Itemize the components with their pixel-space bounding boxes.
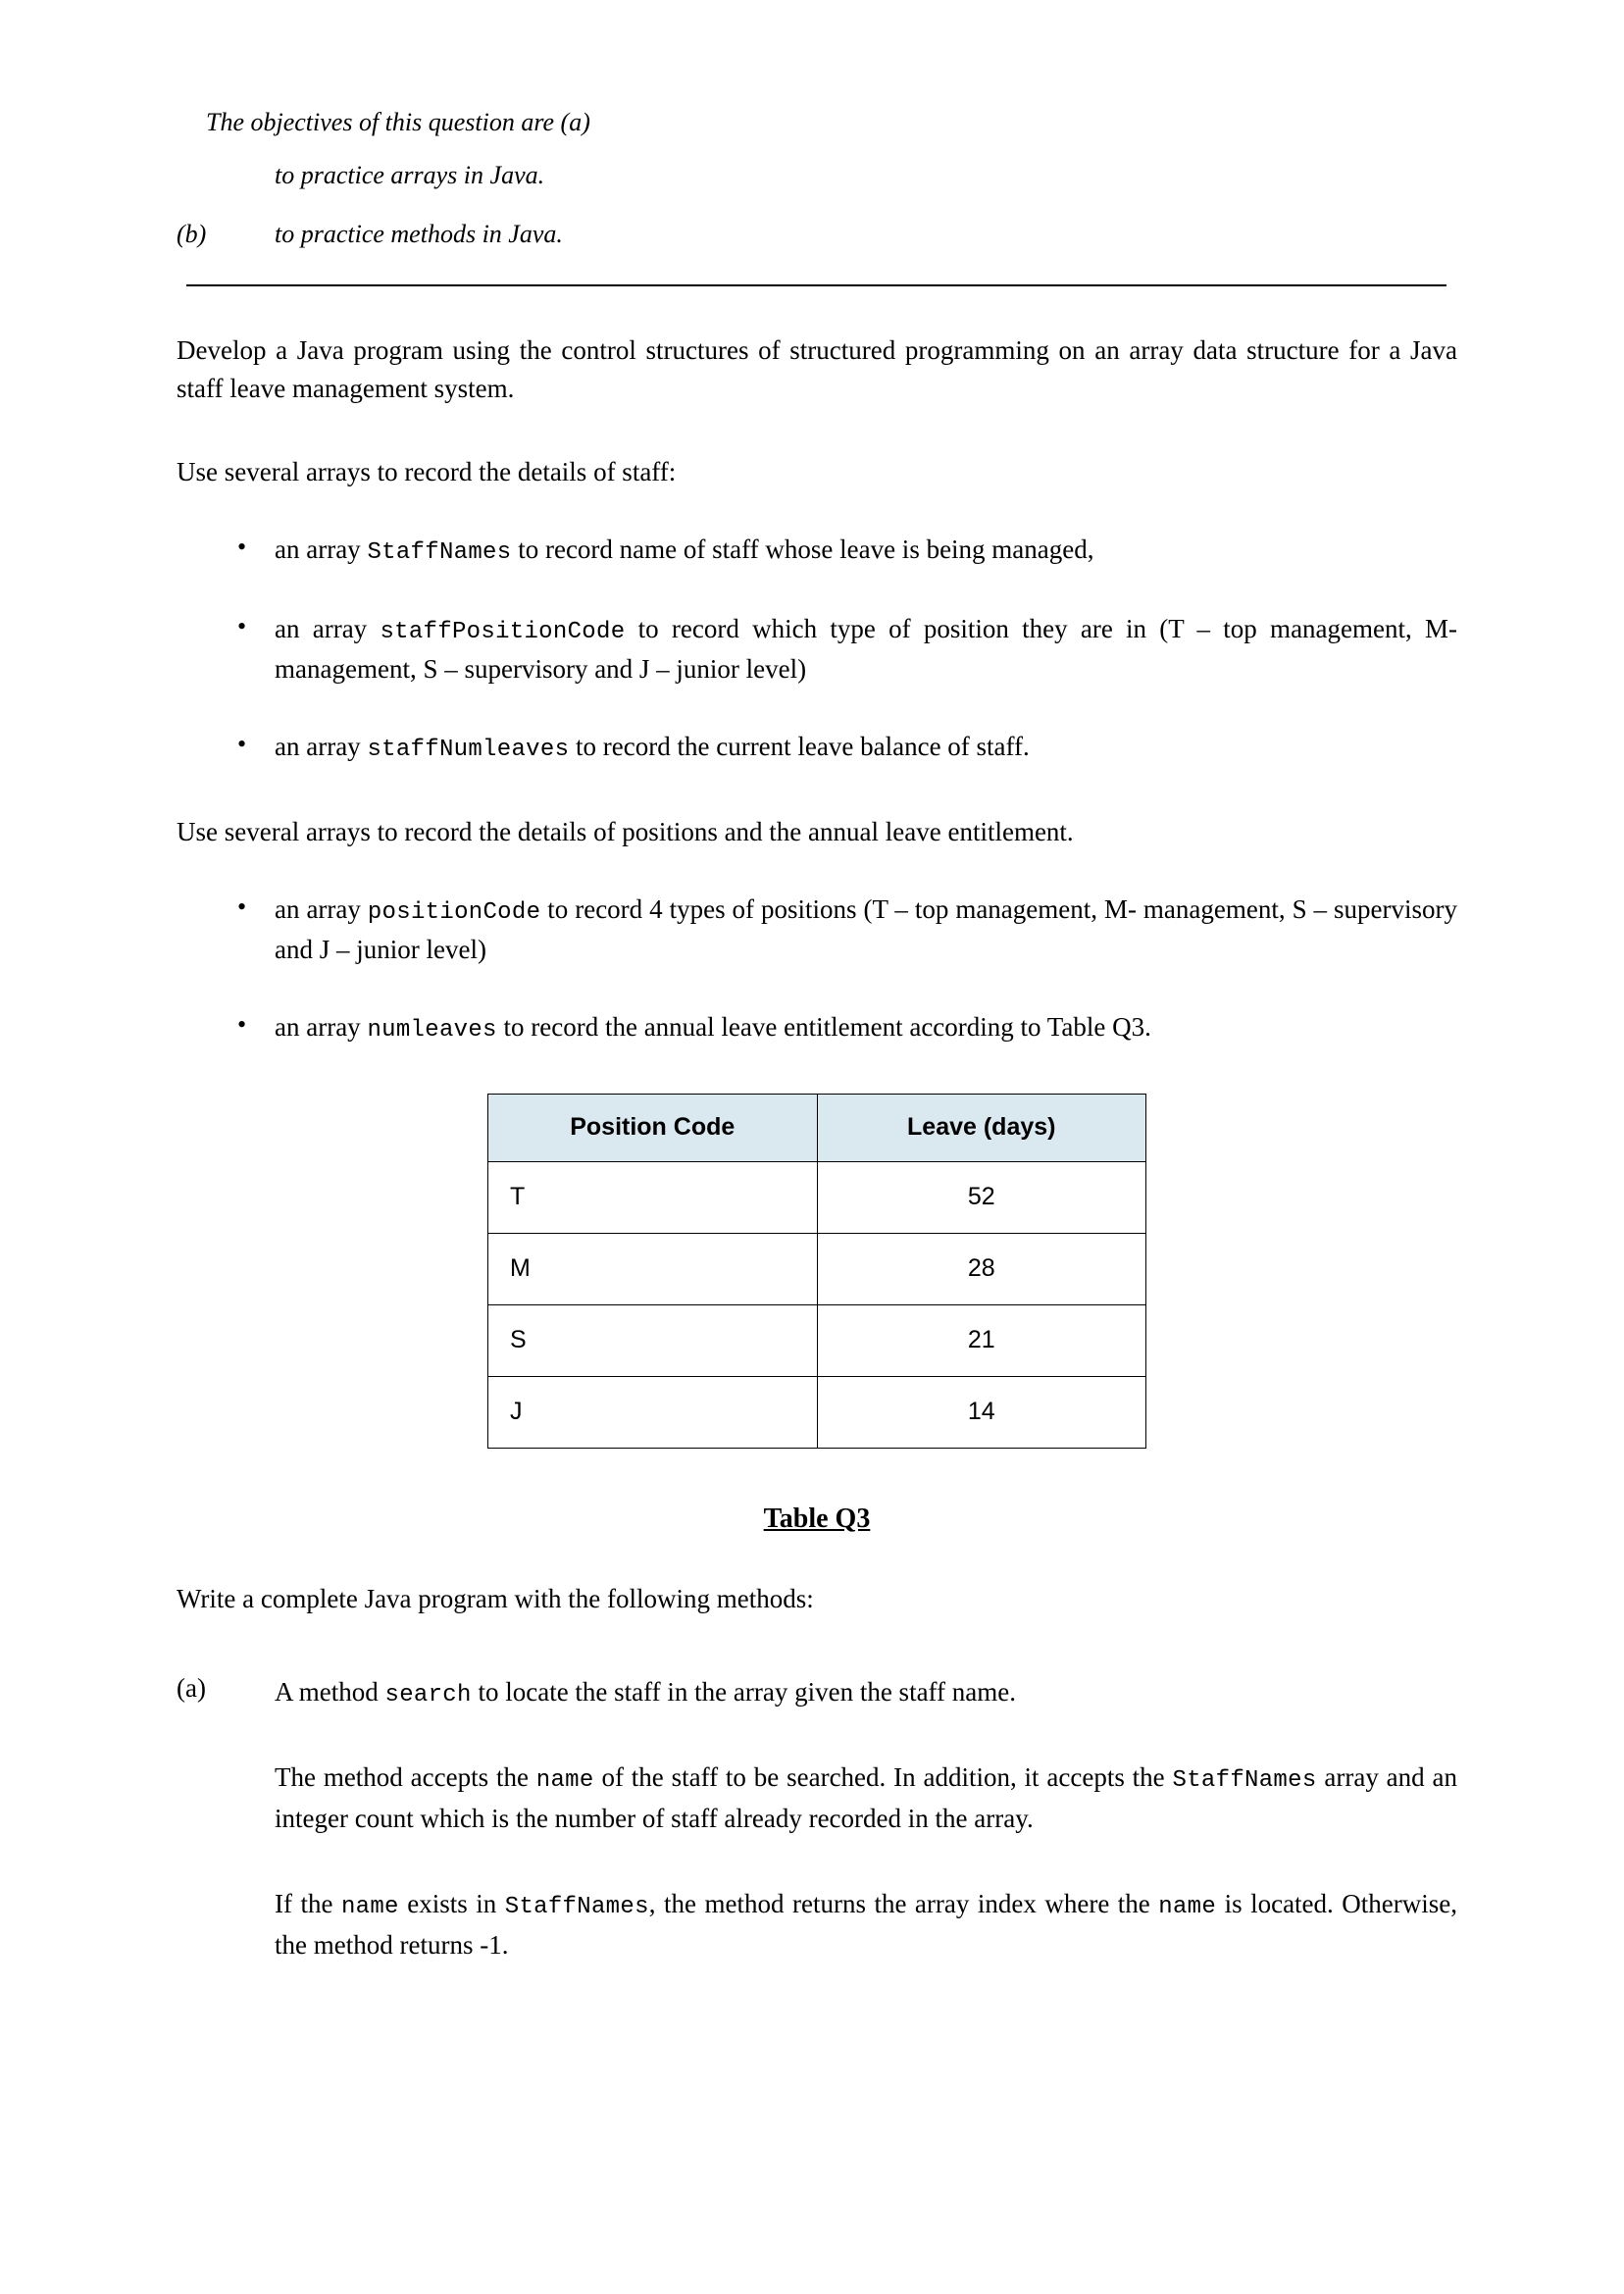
objective-b-text: to practice methods in Java. <box>275 219 563 248</box>
bullet-text-pre: an array <box>275 731 368 761</box>
code-segment: name <box>340 1893 399 1920</box>
list-item <box>177 610 1457 688</box>
leave-entitlement-table <box>487 1094 1146 1449</box>
staff-arrays-list <box>177 531 1457 768</box>
item-a-paragraph-2 <box>275 1758 1457 1839</box>
bullet-text-pre: an array <box>275 613 381 643</box>
bullet-text-post: to record name of staff whose leave is being managed, <box>511 535 1094 565</box>
list-item <box>177 1008 1457 1048</box>
code-segment: StaffNames <box>504 1893 649 1920</box>
code-segment: name <box>1158 1893 1217 1920</box>
leave-table-wrapper <box>177 1094 1457 1449</box>
list-item <box>177 891 1457 969</box>
table-row <box>488 1233 1146 1304</box>
position-arrays-list <box>177 891 1457 1048</box>
list-item <box>177 728 1457 768</box>
table-row <box>488 1304 1146 1376</box>
column-header-position-code: Position Code <box>488 1094 818 1161</box>
intro-paragraph: Develop a Java program using the control structures of structured programming on an array data structure for a Java staff leave management system. <box>177 334 1457 403</box>
objective-row-b <box>177 220 1457 249</box>
item-a-paragraph-3 <box>275 1884 1457 1965</box>
bullet-code: positionCode <box>367 898 541 926</box>
cell-leave-days: 28 <box>817 1233 1146 1304</box>
column-header-leave-days: Leave (days) <box>817 1094 1146 1161</box>
text-segment: of the staff to be searched. In addition, it accepts the <box>593 1762 1173 1793</box>
text-segment: , the method returns the array index where the <box>648 1888 1159 1918</box>
text-segment: array and an integer count which is the number of staff already recorded in the array. <box>275 1762 1457 1834</box>
cell-position-code: M <box>488 1233 818 1304</box>
bullet-code: staffPositionCode <box>380 618 626 645</box>
bullet-text-pre: an array <box>275 893 368 924</box>
code-segment: name <box>535 1767 594 1795</box>
cell-position-code: S <box>488 1304 818 1376</box>
table-row <box>488 1161 1146 1233</box>
methods-intro: Write a complete Java program with the following methods: <box>177 1583 814 1613</box>
bullet-text-pre: an array <box>275 535 368 565</box>
code-segment: StaffNames <box>1172 1767 1317 1795</box>
bullet-text-post: to record 4 types of positions (T – top management, M- management, S – supervisory and J – junior level) <box>275 893 1457 964</box>
objective-line-a: The objectives of this question are (a) <box>206 108 590 136</box>
table-caption <box>177 1504 1457 1535</box>
table-header-row <box>488 1094 1146 1161</box>
item-a-post: to locate the staff in the array given the staff name. <box>471 1676 1017 1707</box>
bullet-text-pre: an array <box>275 1011 368 1042</box>
item-a-code: search <box>384 1681 472 1708</box>
text-segment: exists in <box>398 1888 505 1918</box>
bullet-code: StaffNames <box>367 539 512 567</box>
bullet-code: numleaves <box>367 1016 497 1044</box>
objective-line-a-cont: to practice arrays in Java. <box>275 160 545 189</box>
question-item-a <box>177 1673 1457 1713</box>
cell-leave-days: 21 <box>817 1304 1146 1376</box>
bullet-text-post: to record which type of position they are in (T – top management, M- management, S – supervisory and J – junior level) <box>275 613 1458 684</box>
positions-arrays-intro: Use several arrays to record the details of positions and the annual leave entitlement. <box>177 816 1074 846</box>
item-a-marker: (a) <box>177 1672 206 1703</box>
cell-leave-days: 14 <box>817 1376 1146 1448</box>
bullet-text-post: to record the annual leave entitlement according to Table Q3. <box>496 1011 1151 1042</box>
table-caption-text: Table Q3 <box>763 1503 871 1534</box>
cell-position-code: J <box>488 1376 818 1448</box>
item-a-pre: A method <box>275 1676 385 1707</box>
item-a-text <box>275 1673 1457 1713</box>
bullet-text-post: to record the current leave balance of staff. <box>569 731 1030 761</box>
objective-b-marker: (b) <box>177 219 207 248</box>
cell-leave-days: 52 <box>817 1161 1146 1233</box>
bullet-code: staffNumleaves <box>367 736 570 763</box>
objectives-block <box>177 108 1457 249</box>
horizontal-divider <box>186 284 1446 286</box>
list-item <box>177 531 1457 571</box>
staff-arrays-intro: Use several arrays to record the details of staff: <box>177 456 677 486</box>
cell-position-code: T <box>488 1161 818 1233</box>
table-row <box>488 1376 1146 1448</box>
text-segment: The method accepts the <box>275 1762 536 1793</box>
text-segment: is located. Otherwise, the method returns -1. <box>275 1888 1457 1960</box>
text-segment: If the <box>275 1888 341 1918</box>
